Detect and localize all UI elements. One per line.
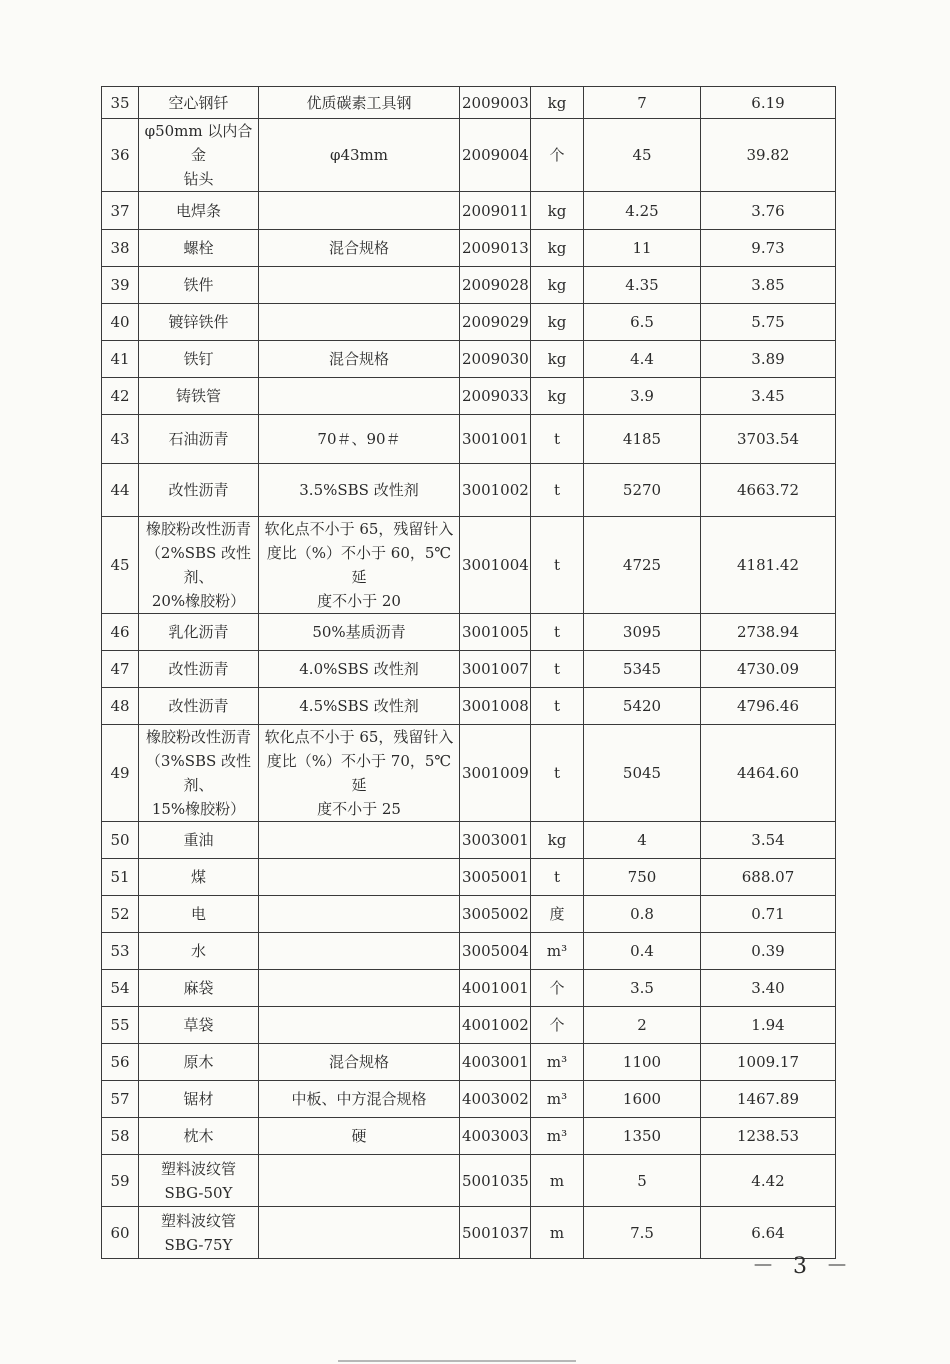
cell-price2: 3.85 xyxy=(701,267,836,304)
cell-name xyxy=(139,1155,259,1207)
cell-unit: t xyxy=(531,614,584,651)
cell-price1: 0.8 xyxy=(584,896,701,933)
cell-spec xyxy=(259,859,460,896)
cell-unit: m³ xyxy=(531,1081,584,1118)
cell-name-line: 麻袋 xyxy=(183,979,214,997)
table-row xyxy=(102,1155,836,1207)
cell-spec-line: 度不小于 20 xyxy=(317,592,401,610)
table-row xyxy=(102,859,836,896)
cell-code: 4001002 xyxy=(460,1007,531,1044)
cell-name-line: 重油 xyxy=(183,831,214,849)
cell-name xyxy=(139,230,259,267)
cell-no: 53 xyxy=(102,933,139,970)
cell-name-line: （3%SBS 改性剂、 xyxy=(145,752,252,794)
cell-spec-line: 70＃、90＃ xyxy=(317,430,401,448)
cell-spec-line: 度不小于 25 xyxy=(317,800,401,818)
cell-spec xyxy=(259,725,460,822)
cell-spec-line: 混合规格 xyxy=(328,239,389,257)
cell-spec xyxy=(259,87,460,119)
cell-code: 3001002 xyxy=(460,464,531,517)
cell-no: 47 xyxy=(102,651,139,688)
cell-spec xyxy=(259,517,460,614)
cell-price2: 4730.09 xyxy=(701,651,836,688)
cell-unit: 个 xyxy=(531,119,584,192)
cell-spec xyxy=(259,651,460,688)
cell-spec xyxy=(259,933,460,970)
cell-spec xyxy=(259,341,460,378)
cell-unit: m³ xyxy=(531,1118,584,1155)
cell-code: 4001001 xyxy=(460,970,531,1007)
cell-name xyxy=(139,614,259,651)
cell-no: 55 xyxy=(102,1007,139,1044)
cell-spec xyxy=(259,378,460,415)
cell-name xyxy=(139,688,259,725)
cell-spec xyxy=(259,192,460,230)
cell-price2: 4464.60 xyxy=(701,725,836,822)
cell-code: 3005002 xyxy=(460,896,531,933)
cell-price2: 4181.42 xyxy=(701,517,836,614)
cell-no: 60 xyxy=(102,1207,139,1259)
cell-price2: 1238.53 xyxy=(701,1118,836,1155)
cell-name-line: 乳化沥青 xyxy=(168,623,229,641)
cell-price1: 5045 xyxy=(584,725,701,822)
cell-name xyxy=(139,464,259,517)
cell-name xyxy=(139,378,259,415)
cell-name-line: 枕木 xyxy=(183,1127,214,1145)
bottom-divider xyxy=(338,1360,576,1362)
cell-spec xyxy=(259,614,460,651)
cell-price1: 4 xyxy=(584,822,701,859)
cell-spec-line: 优质碳素工具钢 xyxy=(306,93,412,112)
cell-code: 2009028 xyxy=(460,267,531,304)
cell-name-line: φ50mm 以内合金 xyxy=(144,122,253,164)
cell-name-line: 改性沥青 xyxy=(168,697,229,715)
cell-price2: 5.75 xyxy=(701,304,836,341)
cell-unit: kg xyxy=(531,304,584,341)
cell-spec xyxy=(259,267,460,304)
cell-price1: 11 xyxy=(584,230,701,267)
cell-name-line: 镀锌铁件 xyxy=(168,313,229,331)
cell-name xyxy=(139,933,259,970)
table-row xyxy=(102,614,836,651)
cell-price2: 688.07 xyxy=(701,859,836,896)
cell-spec xyxy=(259,304,460,341)
cell-name xyxy=(139,896,259,933)
cell-unit: kg xyxy=(531,378,584,415)
cell-name-line: 塑料波纹管 xyxy=(160,1211,236,1230)
cell-price1: 5 xyxy=(584,1155,701,1207)
table-row xyxy=(102,1081,836,1118)
cell-spec-line: 4.5%SBS 改性剂 xyxy=(299,697,419,715)
cell-price2: 3.40 xyxy=(701,970,836,1007)
cell-code: 3005004 xyxy=(460,933,531,970)
cell-spec-line: 50%基质沥青 xyxy=(312,623,406,641)
cell-no: 41 xyxy=(102,341,139,378)
cell-name xyxy=(139,192,259,230)
table-row xyxy=(102,378,836,415)
cell-name xyxy=(139,1007,259,1044)
cell-name xyxy=(139,267,259,304)
cell-name-line: SBG-50Y xyxy=(164,1183,233,1202)
cell-name-line: 石油沥青 xyxy=(168,430,229,448)
cell-price1: 2 xyxy=(584,1007,701,1044)
cell-no: 37 xyxy=(102,192,139,230)
cell-price1: 1100 xyxy=(584,1044,701,1081)
cell-name xyxy=(139,651,259,688)
cell-name-line: 原木 xyxy=(183,1053,214,1071)
cell-unit: kg xyxy=(531,87,584,119)
cell-spec-line: 度比（%）不小于 70，5℃延 xyxy=(266,752,452,794)
cell-spec xyxy=(259,1207,460,1259)
cell-spec xyxy=(259,970,460,1007)
table-row xyxy=(102,230,836,267)
cell-code: 3001004 xyxy=(460,517,531,614)
cell-no: 35 xyxy=(102,87,139,119)
cell-price2: 1467.89 xyxy=(701,1081,836,1118)
cell-spec-line: 混合规格 xyxy=(328,350,389,368)
cell-spec xyxy=(259,415,460,464)
cell-price1: 1600 xyxy=(584,1081,701,1118)
cell-price1: 5420 xyxy=(584,688,701,725)
cell-price1: 3.5 xyxy=(584,970,701,1007)
cell-unit: m³ xyxy=(531,1044,584,1081)
table-row xyxy=(102,1044,836,1081)
cell-name-line: 20%橡胶粉） xyxy=(151,592,246,610)
cell-name-line: 空心钢钎 xyxy=(168,93,229,112)
cell-price2: 1009.17 xyxy=(701,1044,836,1081)
cell-unit: 个 xyxy=(531,1007,584,1044)
cell-no: 45 xyxy=(102,517,139,614)
cell-name xyxy=(139,859,259,896)
table-row xyxy=(102,517,836,614)
table-row xyxy=(102,1118,836,1155)
cell-name-line: 锯材 xyxy=(183,1090,214,1108)
cell-name xyxy=(139,1207,259,1259)
cell-spec-line: 软化点不小于 65，残留针入 xyxy=(264,728,454,746)
cell-price1: 7 xyxy=(584,87,701,119)
cell-name-line: 改性沥青 xyxy=(168,660,229,678)
cell-name-line: 15%橡胶粉） xyxy=(151,800,246,818)
cell-price2: 9.73 xyxy=(701,230,836,267)
cell-price1: 4.4 xyxy=(584,341,701,378)
cell-spec xyxy=(259,1044,460,1081)
cell-no: 49 xyxy=(102,725,139,822)
table-body xyxy=(102,87,836,1259)
cell-name xyxy=(139,415,259,464)
table-row xyxy=(102,933,836,970)
cell-code: 3001008 xyxy=(460,688,531,725)
table-row xyxy=(102,725,836,822)
cell-spec xyxy=(259,1118,460,1155)
cell-unit: kg xyxy=(531,267,584,304)
cell-code: 2009011 xyxy=(460,192,531,230)
cell-code: 3001007 xyxy=(460,651,531,688)
cell-name-line: 水 xyxy=(190,942,206,960)
cell-spec xyxy=(259,119,460,192)
table-row xyxy=(102,415,836,464)
cell-no: 43 xyxy=(102,415,139,464)
cell-unit: m³ xyxy=(531,933,584,970)
cell-name xyxy=(139,304,259,341)
cell-price2: 4663.72 xyxy=(701,464,836,517)
cell-price2: 3.54 xyxy=(701,822,836,859)
table-row xyxy=(102,341,836,378)
cell-price1: 6.5 xyxy=(584,304,701,341)
cell-name-line: （2%SBS 改性剂、 xyxy=(145,544,252,586)
cell-price1: 4185 xyxy=(584,415,701,464)
cell-unit: t xyxy=(531,517,584,614)
cell-name-line: 电焊条 xyxy=(175,201,221,220)
cell-spec-line: φ43mm xyxy=(329,146,389,164)
cell-unit: t xyxy=(531,859,584,896)
cell-unit: 个 xyxy=(531,970,584,1007)
cell-name-line: 电 xyxy=(190,905,206,923)
cell-no: 36 xyxy=(102,119,139,192)
cell-code: 3001001 xyxy=(460,415,531,464)
table-row xyxy=(102,970,836,1007)
table-row xyxy=(102,1207,836,1259)
cell-spec-line: 3.5%SBS 改性剂 xyxy=(299,481,419,499)
cell-code: 2009030 xyxy=(460,341,531,378)
cell-name-line: 塑料波纹管 xyxy=(160,1159,236,1178)
cell-price1: 45 xyxy=(584,119,701,192)
cell-no: 50 xyxy=(102,822,139,859)
table-row xyxy=(102,822,836,859)
materials-price-table xyxy=(101,86,836,1259)
cell-no: 56 xyxy=(102,1044,139,1081)
cell-name xyxy=(139,119,259,192)
cell-name-line: 橡胶粉改性沥青 xyxy=(145,728,251,746)
cell-code: 5001035 xyxy=(460,1155,531,1207)
cell-name-line: 铁钉 xyxy=(183,350,214,368)
cell-code: 4003002 xyxy=(460,1081,531,1118)
cell-price1: 5345 xyxy=(584,651,701,688)
cell-no: 46 xyxy=(102,614,139,651)
cell-price2: 3.89 xyxy=(701,341,836,378)
cell-spec xyxy=(259,230,460,267)
cell-spec-line: 混合规格 xyxy=(328,1053,389,1071)
cell-no: 48 xyxy=(102,688,139,725)
cell-name-line: 钻头 xyxy=(183,170,214,188)
cell-price1: 3095 xyxy=(584,614,701,651)
cell-code: 3001009 xyxy=(460,725,531,822)
cell-name-line: 铸铁管 xyxy=(175,387,221,405)
cell-price1: 5270 xyxy=(584,464,701,517)
cell-price2: 6.19 xyxy=(701,87,836,119)
cell-no: 42 xyxy=(102,378,139,415)
cell-spec xyxy=(259,688,460,725)
cell-spec xyxy=(259,464,460,517)
cell-unit: m xyxy=(531,1155,584,1207)
cell-price1: 4725 xyxy=(584,517,701,614)
cell-price1: 1350 xyxy=(584,1118,701,1155)
cell-code: 3003001 xyxy=(460,822,531,859)
table-row xyxy=(102,304,836,341)
cell-unit: 度 xyxy=(531,896,584,933)
cell-price2: 39.82 xyxy=(701,119,836,192)
cell-price2: 4.42 xyxy=(701,1155,836,1207)
cell-price2: 1.94 xyxy=(701,1007,836,1044)
cell-spec-line: 4.0%SBS 改性剂 xyxy=(299,660,419,678)
cell-no: 52 xyxy=(102,896,139,933)
cell-no: 58 xyxy=(102,1118,139,1155)
table-row xyxy=(102,651,836,688)
table-row xyxy=(102,267,836,304)
table-row xyxy=(102,688,836,725)
cell-code: 2009004 xyxy=(460,119,531,192)
table-row xyxy=(102,119,836,192)
cell-price1: 7.5 xyxy=(584,1207,701,1259)
table-row xyxy=(102,192,836,230)
cell-spec xyxy=(259,896,460,933)
page-number: － 3 － xyxy=(752,1254,854,1279)
table-row xyxy=(102,464,836,517)
cell-code: 2009033 xyxy=(460,378,531,415)
cell-no: 40 xyxy=(102,304,139,341)
cell-price1: 3.9 xyxy=(584,378,701,415)
cell-unit: t xyxy=(531,651,584,688)
cell-spec xyxy=(259,1081,460,1118)
cell-code: 3005001 xyxy=(460,859,531,896)
cell-price2: 3.76 xyxy=(701,192,836,230)
cell-name xyxy=(139,725,259,822)
cell-price1: 4.25 xyxy=(584,192,701,230)
cell-no: 57 xyxy=(102,1081,139,1118)
cell-unit: m xyxy=(531,1207,584,1259)
cell-spec xyxy=(259,822,460,859)
table-row xyxy=(102,87,836,119)
cell-code: 4003001 xyxy=(460,1044,531,1081)
cell-name-line: 橡胶粉改性沥青 xyxy=(145,520,251,538)
cell-spec-line: 硬 xyxy=(351,1127,367,1145)
cell-price2: 0.39 xyxy=(701,933,836,970)
cell-name-line: 改性沥青 xyxy=(168,481,229,499)
cell-price1: 4.35 xyxy=(584,267,701,304)
cell-no: 59 xyxy=(102,1155,139,1207)
cell-name xyxy=(139,87,259,119)
cell-spec-line: 软化点不小于 65，残留针入 xyxy=(264,520,454,538)
cell-price2: 0.71 xyxy=(701,896,836,933)
cell-unit: t xyxy=(531,725,584,822)
cell-name xyxy=(139,970,259,1007)
cell-unit: t xyxy=(531,415,584,464)
cell-unit: t xyxy=(531,464,584,517)
cell-unit: kg xyxy=(531,192,584,230)
cell-spec xyxy=(259,1155,460,1207)
cell-price1: 750 xyxy=(584,859,701,896)
cell-no: 38 xyxy=(102,230,139,267)
cell-code: 2009029 xyxy=(460,304,531,341)
cell-price2: 6.64 xyxy=(701,1207,836,1259)
cell-code: 2009013 xyxy=(460,230,531,267)
cell-name xyxy=(139,1118,259,1155)
cell-no: 51 xyxy=(102,859,139,896)
cell-name-line: 草袋 xyxy=(183,1016,214,1034)
cell-unit: kg xyxy=(531,230,584,267)
cell-name-line: 螺栓 xyxy=(183,239,214,257)
cell-name-line: 煤 xyxy=(190,868,206,886)
cell-unit: t xyxy=(531,688,584,725)
cell-price2: 2738.94 xyxy=(701,614,836,651)
cell-name xyxy=(139,1044,259,1081)
cell-spec-line: 中板、中方混合规格 xyxy=(291,1090,427,1108)
cell-price2: 4796.46 xyxy=(701,688,836,725)
cell-unit: kg xyxy=(531,822,584,859)
cell-no: 44 xyxy=(102,464,139,517)
cell-price2: 3.45 xyxy=(701,378,836,415)
cell-price2: 3703.54 xyxy=(701,415,836,464)
cell-code: 5001037 xyxy=(460,1207,531,1259)
cell-code: 2009003 xyxy=(460,87,531,119)
cell-name xyxy=(139,517,259,614)
cell-code: 3001005 xyxy=(460,614,531,651)
cell-price1: 0.4 xyxy=(584,933,701,970)
table-row xyxy=(102,1007,836,1044)
cell-code: 4003003 xyxy=(460,1118,531,1155)
cell-name xyxy=(139,1081,259,1118)
cell-name-line: 铁件 xyxy=(183,276,214,294)
cell-spec-line: 度比（%）不小于 60，5℃延 xyxy=(266,544,452,586)
cell-spec xyxy=(259,1007,460,1044)
cell-unit: kg xyxy=(531,341,584,378)
table-row xyxy=(102,896,836,933)
cell-name xyxy=(139,341,259,378)
cell-no: 39 xyxy=(102,267,139,304)
cell-no: 54 xyxy=(102,970,139,1007)
cell-name xyxy=(139,822,259,859)
cell-name-line: SBG-75Y xyxy=(164,1235,233,1254)
